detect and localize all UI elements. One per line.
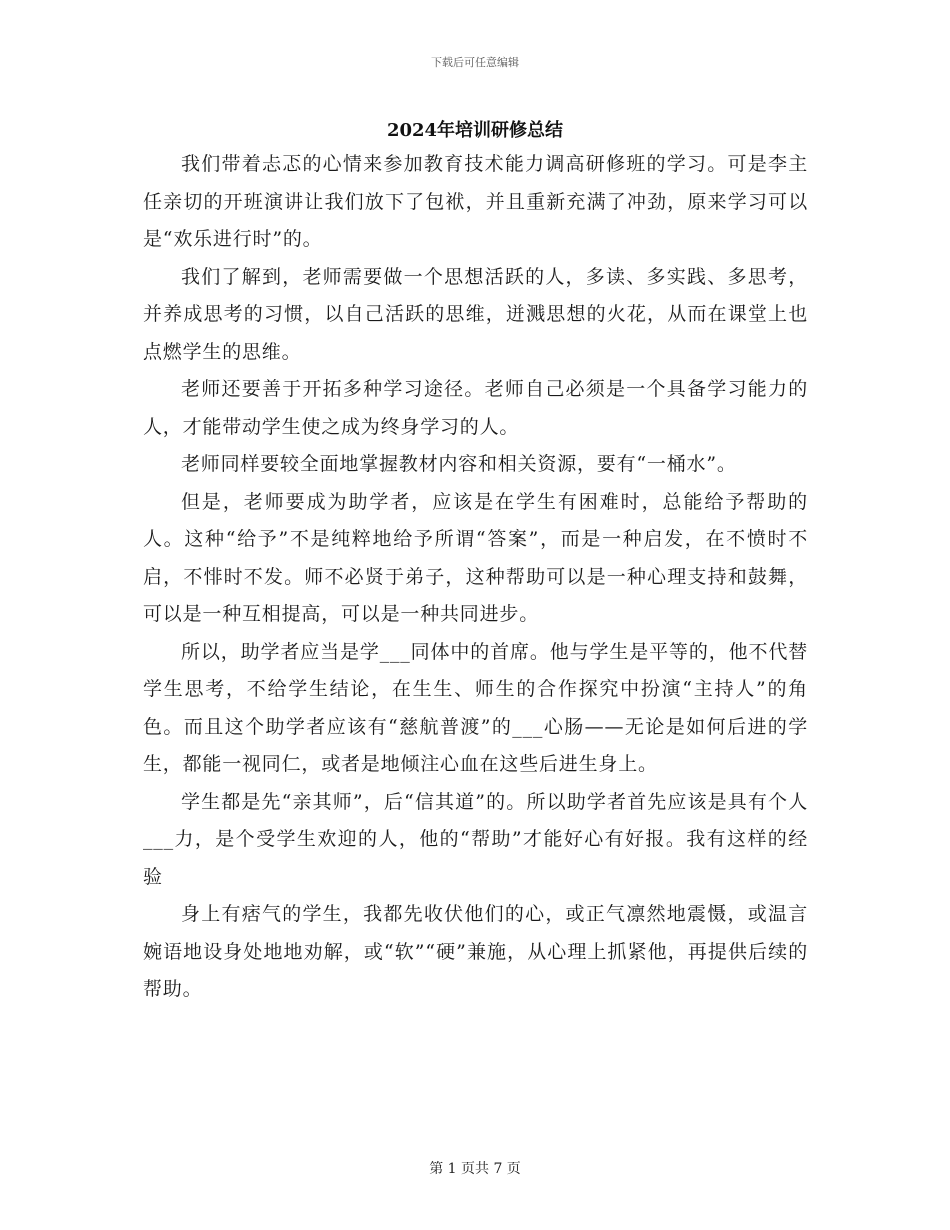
paragraph: 身上有痞气的学生，我都先收伏他们的心，或正气凛然地震慑，或温言婉语地设身处地地劝解，或“软”“硬”兼施，从心理上抓紧他，再提供后续的帮助。 xyxy=(143,903,808,1000)
paragraph: 老师还要善于开拓多种学习途径。老师自己必须是一个具备学习能力的人，才能带动学生使之成为终身学习的人。 xyxy=(143,378,808,438)
document-body xyxy=(143,146,808,1009)
paragraph: 我们带着忐忑的心情来参加教育技术能力调高研修班的学习。可是李主任亲切的开班演讲让我们放下了包袱，并且重新充满了冲劲，原来学习可以是“欢乐进行时”的。 xyxy=(143,153,808,250)
paragraph: 但是，老师要成为助学者，应该是在学生有困难时，总能给予帮助的人。这种“给予”不是纯粹地给予所谓“答案”，而是一种启发，在不愤时不启，不悱时不发。师不必贤于弟子，这种帮助可以是一种心理支持和鼓舞，可以是一种互相提高，可以是一种共同进步。 xyxy=(143,490,808,625)
paragraph: 所以，助学者应当是学___同体中的首席。他与学生是平等的，他不代替学生思考，不给学生结论，在生生、师生的合作探究中扮演“主持人”的角色。而且这个助学者应该有“慈航普渡”的___心肠——无论是如何后进的学生，都能一视同仁，或者是地倾注心血在这些后进生身上。 xyxy=(143,640,808,775)
page-number: 第 1 页共 7 页 xyxy=(429,1161,521,1177)
paragraph: 我们了解到，老师需要做一个思想活跃的人，多读、多实践、多思考，并养成思考的习惯，以自己活跃的思维，迸溅思想的火花，从而在课堂上也点燃学生的思维。 xyxy=(143,265,808,363)
page-header: 下载后可任意编辑 xyxy=(431,56,519,69)
paragraph: 学生都是先“亲其师”，后“信其道”的。所以助学者首先应该是具有个人___力，是个受学生欢迎的人，他的“帮助”才能好心有好报。我有这样的经验 xyxy=(143,790,808,888)
page-title: 2024年培训研修总结 xyxy=(386,120,564,141)
paragraph: 老师同样要较全面地掌握教材内容和相关资源，要有“一桶水”。 xyxy=(181,453,737,475)
